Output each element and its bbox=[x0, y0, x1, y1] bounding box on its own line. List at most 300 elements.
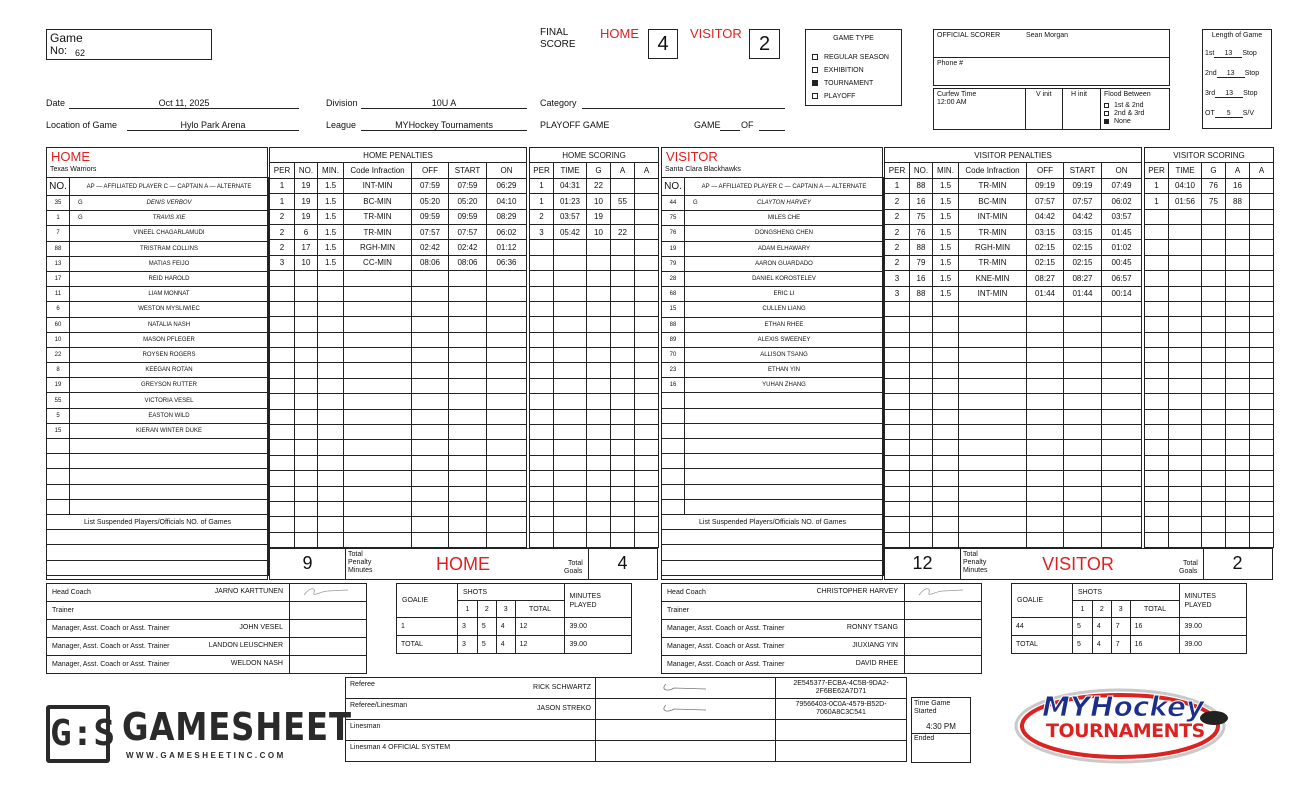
scoring-cell bbox=[1226, 317, 1250, 332]
player-number: 89 bbox=[662, 332, 685, 347]
penalty-cell bbox=[487, 455, 527, 470]
penalty-cell bbox=[318, 394, 344, 409]
scoring-cell bbox=[1145, 271, 1169, 286]
checkbox-icon[interactable] bbox=[812, 54, 818, 60]
table-row bbox=[530, 378, 659, 393]
official-row bbox=[346, 699, 907, 720]
penalty-cell bbox=[1027, 532, 1064, 547]
goalie-row bbox=[1012, 636, 1247, 654]
scoring-cell bbox=[1145, 348, 1169, 363]
player-cell bbox=[70, 408, 269, 423]
penalty-cell bbox=[1064, 517, 1102, 532]
staff-row bbox=[662, 620, 982, 638]
penalty-cell bbox=[1102, 517, 1142, 532]
scoring-cell bbox=[1145, 286, 1169, 301]
penalty-cell bbox=[1064, 486, 1102, 501]
table-row bbox=[885, 209, 1142, 224]
penalty-cell bbox=[910, 348, 933, 363]
scoring-cell bbox=[1250, 332, 1274, 347]
table-row bbox=[530, 224, 659, 239]
scoring-cell bbox=[1202, 255, 1226, 270]
penalty-cell bbox=[1027, 348, 1064, 363]
table-row bbox=[47, 423, 269, 438]
scoring-cell: 01:23 bbox=[554, 194, 587, 209]
penalty-cell: 2 bbox=[270, 224, 295, 239]
penalty-header: ON bbox=[487, 163, 527, 178]
penalty-cell bbox=[318, 332, 344, 347]
total-goals-label-1: Total bbox=[1183, 560, 1198, 567]
goalie-row bbox=[397, 618, 632, 636]
penalty-cell: 05:20 bbox=[412, 194, 449, 209]
penalty-cell bbox=[449, 471, 487, 486]
location-value: Hylo Park Arena bbox=[127, 120, 299, 131]
scoring-cell bbox=[1169, 317, 1202, 332]
penalty-cell bbox=[412, 394, 449, 409]
scoring-cell bbox=[1202, 440, 1226, 455]
length-row bbox=[1205, 110, 1259, 130]
penalty-cell bbox=[487, 425, 527, 440]
gamesheet-url: WWW.GAMESHEETINC.COM bbox=[126, 751, 286, 760]
penalty-cell bbox=[449, 517, 487, 532]
penalty-cell: 88 bbox=[910, 286, 933, 301]
goalie-cell: 39.00 bbox=[565, 636, 632, 654]
penalty-cell: 06:29 bbox=[487, 178, 527, 193]
penalty-cell bbox=[933, 532, 959, 547]
player-cell bbox=[70, 499, 269, 514]
player-position: G bbox=[78, 215, 83, 222]
scoring-cell bbox=[587, 378, 611, 393]
scoring-cell bbox=[611, 286, 635, 301]
player-cell bbox=[685, 302, 884, 317]
penalty-cell bbox=[270, 501, 295, 516]
penalty-cell bbox=[959, 301, 1027, 316]
penalty-cell: 06:02 bbox=[487, 224, 527, 239]
game-label: Game bbox=[50, 31, 83, 45]
penalty-cell bbox=[1027, 471, 1064, 486]
table-row bbox=[885, 178, 1142, 193]
goalie-cell: 4 bbox=[1092, 636, 1111, 654]
penalty-cell: 88 bbox=[910, 178, 933, 193]
scoring-cell: 10 bbox=[587, 194, 611, 209]
scoring-cell: 04:31 bbox=[554, 178, 587, 193]
table-row bbox=[530, 178, 659, 193]
scoring-cell bbox=[1169, 440, 1202, 455]
player-name: DONGSHENG CHEN bbox=[754, 230, 813, 237]
penalty-cell bbox=[885, 455, 910, 470]
table-row bbox=[270, 378, 527, 393]
scoring-cell bbox=[530, 255, 554, 270]
penalty-header: NO. bbox=[910, 163, 933, 178]
visitor-penalties-table bbox=[884, 147, 1142, 548]
v-init-label: V init bbox=[1036, 91, 1052, 98]
home-totals-box bbox=[269, 548, 658, 580]
penalty-cell bbox=[412, 517, 449, 532]
table-row bbox=[662, 302, 884, 317]
table-row bbox=[47, 347, 269, 362]
length-period-value: 13 bbox=[1215, 90, 1243, 98]
penalty-cell: 02:42 bbox=[449, 240, 487, 255]
scoring-cell bbox=[587, 486, 611, 501]
penalty-cell: 04:42 bbox=[1027, 209, 1064, 224]
phone-label: Phone # bbox=[937, 60, 964, 67]
penalty-cell bbox=[1064, 471, 1102, 486]
game-type-option[interactable] bbox=[812, 67, 889, 80]
table-row bbox=[885, 363, 1142, 378]
length-title: Length of Game bbox=[1211, 32, 1263, 39]
flood-option-label: 2nd & 3rd bbox=[1114, 110, 1145, 117]
goalie-cell: 7 bbox=[1111, 636, 1130, 654]
scoring-cell: 22 bbox=[611, 224, 635, 239]
penalty-cell bbox=[959, 317, 1027, 332]
penalty-cell bbox=[885, 394, 910, 409]
table-row bbox=[530, 286, 659, 301]
penalty-cell: 07:49 bbox=[1102, 178, 1142, 193]
penalty-cell bbox=[910, 378, 933, 393]
player-cell bbox=[685, 454, 884, 469]
penalty-cell bbox=[412, 378, 449, 393]
table-row bbox=[270, 409, 527, 424]
scoring-cell bbox=[587, 286, 611, 301]
penalty-cell bbox=[885, 501, 910, 516]
penalty-cell bbox=[449, 501, 487, 516]
signature-cell bbox=[290, 656, 367, 674]
penalty-cell: 2 bbox=[885, 224, 910, 239]
official-scorer-name: Sean Morgan bbox=[1026, 32, 1069, 39]
penalty-cell: 1.5 bbox=[318, 240, 344, 255]
signature-cell bbox=[290, 602, 367, 620]
scoring-cell bbox=[530, 332, 554, 347]
table-row bbox=[1145, 532, 1274, 547]
penalty-cell bbox=[270, 455, 295, 470]
table-row bbox=[662, 499, 884, 514]
scoring-cell bbox=[554, 317, 587, 332]
curfew-box bbox=[933, 88, 1170, 130]
player-number: 19 bbox=[662, 241, 685, 256]
scoring-cell: 76 bbox=[1202, 178, 1226, 193]
player-number: 8 bbox=[47, 363, 70, 378]
goalie-header: GOALIE bbox=[1012, 584, 1073, 618]
penalty-cell bbox=[487, 317, 527, 332]
table-row bbox=[1145, 348, 1274, 363]
goalie-cell: TOTAL bbox=[397, 636, 458, 654]
penalty-cell bbox=[318, 378, 344, 393]
scoring-cell bbox=[1202, 301, 1226, 316]
penalty-cell: 08:06 bbox=[412, 255, 449, 270]
scoring-cell bbox=[587, 363, 611, 378]
scoring-cell bbox=[554, 255, 587, 270]
scoring-cell bbox=[1250, 301, 1274, 316]
scoring-cell: 03:57 bbox=[554, 209, 587, 224]
scoring-cell bbox=[635, 255, 659, 270]
scoring-cell bbox=[554, 378, 587, 393]
penalty-cell: 08:27 bbox=[1027, 271, 1064, 286]
flood-option[interactable] bbox=[1104, 118, 1144, 126]
player-number bbox=[662, 469, 685, 484]
player-name: AARON GUARDADO bbox=[755, 260, 813, 267]
penalty-cell bbox=[412, 301, 449, 316]
penalty-cell bbox=[318, 455, 344, 470]
scoring-cell bbox=[1202, 317, 1226, 332]
penalty-cell: 2 bbox=[885, 255, 910, 270]
penalty-cell: 06:57 bbox=[1102, 271, 1142, 286]
penalty-cell bbox=[1027, 332, 1064, 347]
penalty-cell: 3 bbox=[885, 271, 910, 286]
player-name: DENIS VERBOV bbox=[146, 200, 192, 207]
penalty-cell bbox=[295, 501, 318, 516]
penalty-cell bbox=[959, 378, 1027, 393]
home-team-name: Texas Warriors bbox=[50, 166, 97, 173]
staff-name: RONNY TSANG bbox=[846, 624, 898, 631]
penalty-cell bbox=[270, 271, 295, 286]
visitor-total-pim: 12 bbox=[912, 553, 933, 573]
checkbox-icon[interactable] bbox=[812, 67, 818, 73]
penalty-cell bbox=[295, 348, 318, 363]
visitor-label: VISITOR bbox=[666, 149, 718, 164]
time-ended-label: Ended bbox=[914, 735, 935, 742]
shots-header: SHOTS bbox=[457, 584, 565, 601]
checkbox-icon[interactable] bbox=[1104, 119, 1109, 124]
table-row bbox=[530, 255, 659, 270]
player-name: GREYSON RUTTER bbox=[140, 382, 197, 389]
penalty-cell bbox=[933, 348, 959, 363]
scoring-cell bbox=[554, 471, 587, 486]
penalty-cell: 07:59 bbox=[449, 178, 487, 193]
goalie-cell: 44 bbox=[1012, 618, 1073, 636]
penalty-cell bbox=[412, 425, 449, 440]
length-period-suffix: Stop bbox=[1242, 50, 1257, 57]
game-type-option-label: PLAYOFF bbox=[824, 93, 856, 100]
penalty-cell: 1.5 bbox=[933, 224, 959, 239]
penalty-cell: 07:57 bbox=[412, 224, 449, 239]
scoring-cell bbox=[1145, 224, 1169, 239]
player-number bbox=[662, 454, 685, 469]
scoring-cell bbox=[554, 363, 587, 378]
scoring-header: TIME bbox=[1169, 163, 1202, 178]
table-row bbox=[885, 440, 1142, 455]
scoring-cell bbox=[1226, 224, 1250, 239]
player-name: NATALIA NASH bbox=[147, 321, 191, 328]
game-type-option[interactable] bbox=[812, 80, 889, 93]
table-row bbox=[885, 471, 1142, 486]
scoring-cell bbox=[611, 486, 635, 501]
player-cell bbox=[70, 211, 269, 226]
penalty-cell: 76 bbox=[910, 224, 933, 239]
penalty-cell bbox=[885, 471, 910, 486]
table-row bbox=[47, 454, 269, 469]
scoring-cell bbox=[530, 425, 554, 440]
penalty-cell bbox=[318, 486, 344, 501]
penalty-cell bbox=[885, 332, 910, 347]
player-cell bbox=[70, 423, 269, 438]
scoring-cell bbox=[587, 471, 611, 486]
penalty-cell bbox=[449, 378, 487, 393]
player-cell bbox=[70, 363, 269, 378]
signature-cell bbox=[596, 720, 776, 741]
scoring-header: PER bbox=[1145, 163, 1169, 178]
penalty-cell bbox=[270, 286, 295, 301]
scoring-cell bbox=[587, 455, 611, 470]
shots-period-header: 2 bbox=[477, 601, 496, 618]
checkbox-icon[interactable] bbox=[1104, 111, 1109, 116]
penalty-cell bbox=[1064, 301, 1102, 316]
penalty-cell: 16 bbox=[910, 194, 933, 209]
player-cell bbox=[685, 408, 884, 423]
table-row bbox=[530, 240, 659, 255]
scoring-cell bbox=[1250, 517, 1274, 532]
player-cell bbox=[685, 378, 884, 393]
table-row bbox=[1145, 255, 1274, 270]
home-label: HOME bbox=[51, 149, 90, 164]
penalty-cell bbox=[1064, 332, 1102, 347]
table-row bbox=[1145, 317, 1274, 332]
player-name: TRISTRAM COLLINS bbox=[139, 245, 198, 252]
scoring-cell bbox=[1169, 517, 1202, 532]
goalie-cell: 3 bbox=[457, 618, 477, 636]
scoring-cell bbox=[554, 517, 587, 532]
home-totals-team-label: HOME bbox=[436, 554, 490, 574]
penalty-cell bbox=[449, 532, 487, 547]
flood-option-label: 1st & 2nd bbox=[1114, 102, 1144, 109]
penalty-cell bbox=[910, 532, 933, 547]
shots-period-header: TOTAL bbox=[515, 601, 565, 618]
penalty-cell bbox=[344, 363, 412, 378]
scoring-cell bbox=[1202, 409, 1226, 424]
table-row bbox=[885, 332, 1142, 347]
table-row bbox=[47, 196, 269, 211]
staff-row bbox=[662, 584, 982, 602]
penalty-cell: 07:57 bbox=[449, 224, 487, 239]
official-id bbox=[776, 720, 907, 741]
staff-role: Head Coach bbox=[52, 589, 91, 596]
penalty-cell bbox=[933, 394, 959, 409]
penalty-cell: 1.5 bbox=[318, 224, 344, 239]
penalty-cell bbox=[318, 501, 344, 516]
scoring-cell bbox=[611, 317, 635, 332]
length-period-label: 3rd bbox=[1205, 90, 1216, 97]
penalty-cell bbox=[487, 409, 527, 424]
scoring-cell bbox=[1250, 394, 1274, 409]
table-row bbox=[1145, 394, 1274, 409]
player-number: 55 bbox=[47, 393, 70, 408]
player-name: WESTON MYSLIWIEC bbox=[138, 306, 200, 313]
penalty-cell bbox=[1027, 394, 1064, 409]
penalty-cell bbox=[1064, 532, 1102, 547]
table-row bbox=[47, 287, 269, 302]
scoring-cell bbox=[587, 425, 611, 440]
total-goals-label-1: Total bbox=[568, 560, 583, 567]
total-pim-label-2: Penalty bbox=[348, 559, 372, 566]
flood-label: Flood Between bbox=[1104, 91, 1151, 98]
player-name: EASTON WILD bbox=[148, 412, 190, 419]
player-name: ERIC LI bbox=[773, 291, 795, 298]
scoring-cell bbox=[1202, 240, 1226, 255]
table-row bbox=[270, 532, 527, 547]
penalty-cell bbox=[295, 486, 318, 501]
official-role: Linesman bbox=[350, 723, 381, 730]
home-penalties-title: HOME PENALTIES bbox=[270, 148, 527, 163]
penalty-cell bbox=[412, 501, 449, 516]
penalty-cell bbox=[959, 486, 1027, 501]
checkbox-icon[interactable] bbox=[812, 93, 818, 99]
player-number bbox=[47, 439, 70, 454]
scoring-cell bbox=[1226, 532, 1250, 547]
penalty-cell bbox=[959, 409, 1027, 424]
penalty-cell bbox=[959, 440, 1027, 455]
scoring-cell bbox=[1250, 178, 1274, 193]
flood-option[interactable] bbox=[1104, 110, 1144, 118]
player-cell bbox=[70, 256, 269, 271]
game-type-option[interactable] bbox=[812, 54, 889, 67]
scoring-cell bbox=[635, 532, 659, 547]
penalty-cell bbox=[449, 332, 487, 347]
flood-option[interactable] bbox=[1104, 102, 1144, 110]
scoring-cell bbox=[1250, 224, 1274, 239]
scoring-cell bbox=[1226, 286, 1250, 301]
scoring-cell bbox=[635, 317, 659, 332]
penalty-cell: 04:42 bbox=[1064, 209, 1102, 224]
scoring-cell bbox=[1250, 286, 1274, 301]
table-row bbox=[530, 348, 659, 363]
penalty-cell bbox=[959, 425, 1027, 440]
scoring-cell bbox=[635, 394, 659, 409]
penalty-cell bbox=[910, 332, 933, 347]
signature-icon bbox=[298, 585, 358, 599]
scoring-cell bbox=[611, 455, 635, 470]
penalty-header: Code Infraction bbox=[959, 163, 1027, 178]
length-period-suffix: S/V bbox=[1242, 110, 1255, 117]
penalty-cell bbox=[344, 409, 412, 424]
length-period-suffix: Stop bbox=[1243, 90, 1258, 97]
scoring-cell: 10 bbox=[587, 224, 611, 239]
game-of-label: GAME bbox=[694, 120, 721, 130]
signature-cell bbox=[596, 741, 776, 762]
goalie-cell: 16 bbox=[1130, 636, 1180, 654]
goalie-cell: 12 bbox=[515, 636, 565, 654]
game-type-box bbox=[805, 29, 902, 106]
game-type-option[interactable] bbox=[812, 93, 889, 106]
table-row bbox=[47, 469, 269, 484]
penalty-cell bbox=[412, 286, 449, 301]
penalty-cell: 00:14 bbox=[1102, 286, 1142, 301]
player-cell bbox=[685, 469, 884, 484]
scoring-cell bbox=[1226, 209, 1250, 224]
table-row bbox=[47, 530, 269, 545]
table-row bbox=[47, 256, 269, 271]
penalty-cell bbox=[449, 317, 487, 332]
checkbox-icon[interactable] bbox=[1104, 103, 1109, 108]
staff-role: Manager, Asst. Coach or Asst. Trainer bbox=[52, 661, 170, 668]
table-row bbox=[662, 332, 884, 347]
table-row bbox=[885, 455, 1142, 470]
player-cell bbox=[685, 211, 884, 226]
table-row bbox=[885, 517, 1142, 532]
curfew-label: Curfew Time bbox=[937, 91, 977, 98]
checkbox-icon[interactable] bbox=[812, 80, 818, 86]
penalty-cell bbox=[1102, 394, 1142, 409]
penalty-cell: 02:15 bbox=[1027, 255, 1064, 270]
scoring-cell: 1 bbox=[530, 194, 554, 209]
penalty-cell bbox=[449, 486, 487, 501]
scoring-cell bbox=[1169, 532, 1202, 547]
staff-row bbox=[47, 620, 367, 638]
table-row bbox=[662, 287, 884, 302]
player-cell bbox=[685, 347, 884, 362]
player-number bbox=[662, 439, 685, 454]
penalty-cell bbox=[885, 517, 910, 532]
table-row bbox=[530, 532, 659, 547]
penalty-cell bbox=[344, 394, 412, 409]
player-cell bbox=[70, 241, 269, 256]
